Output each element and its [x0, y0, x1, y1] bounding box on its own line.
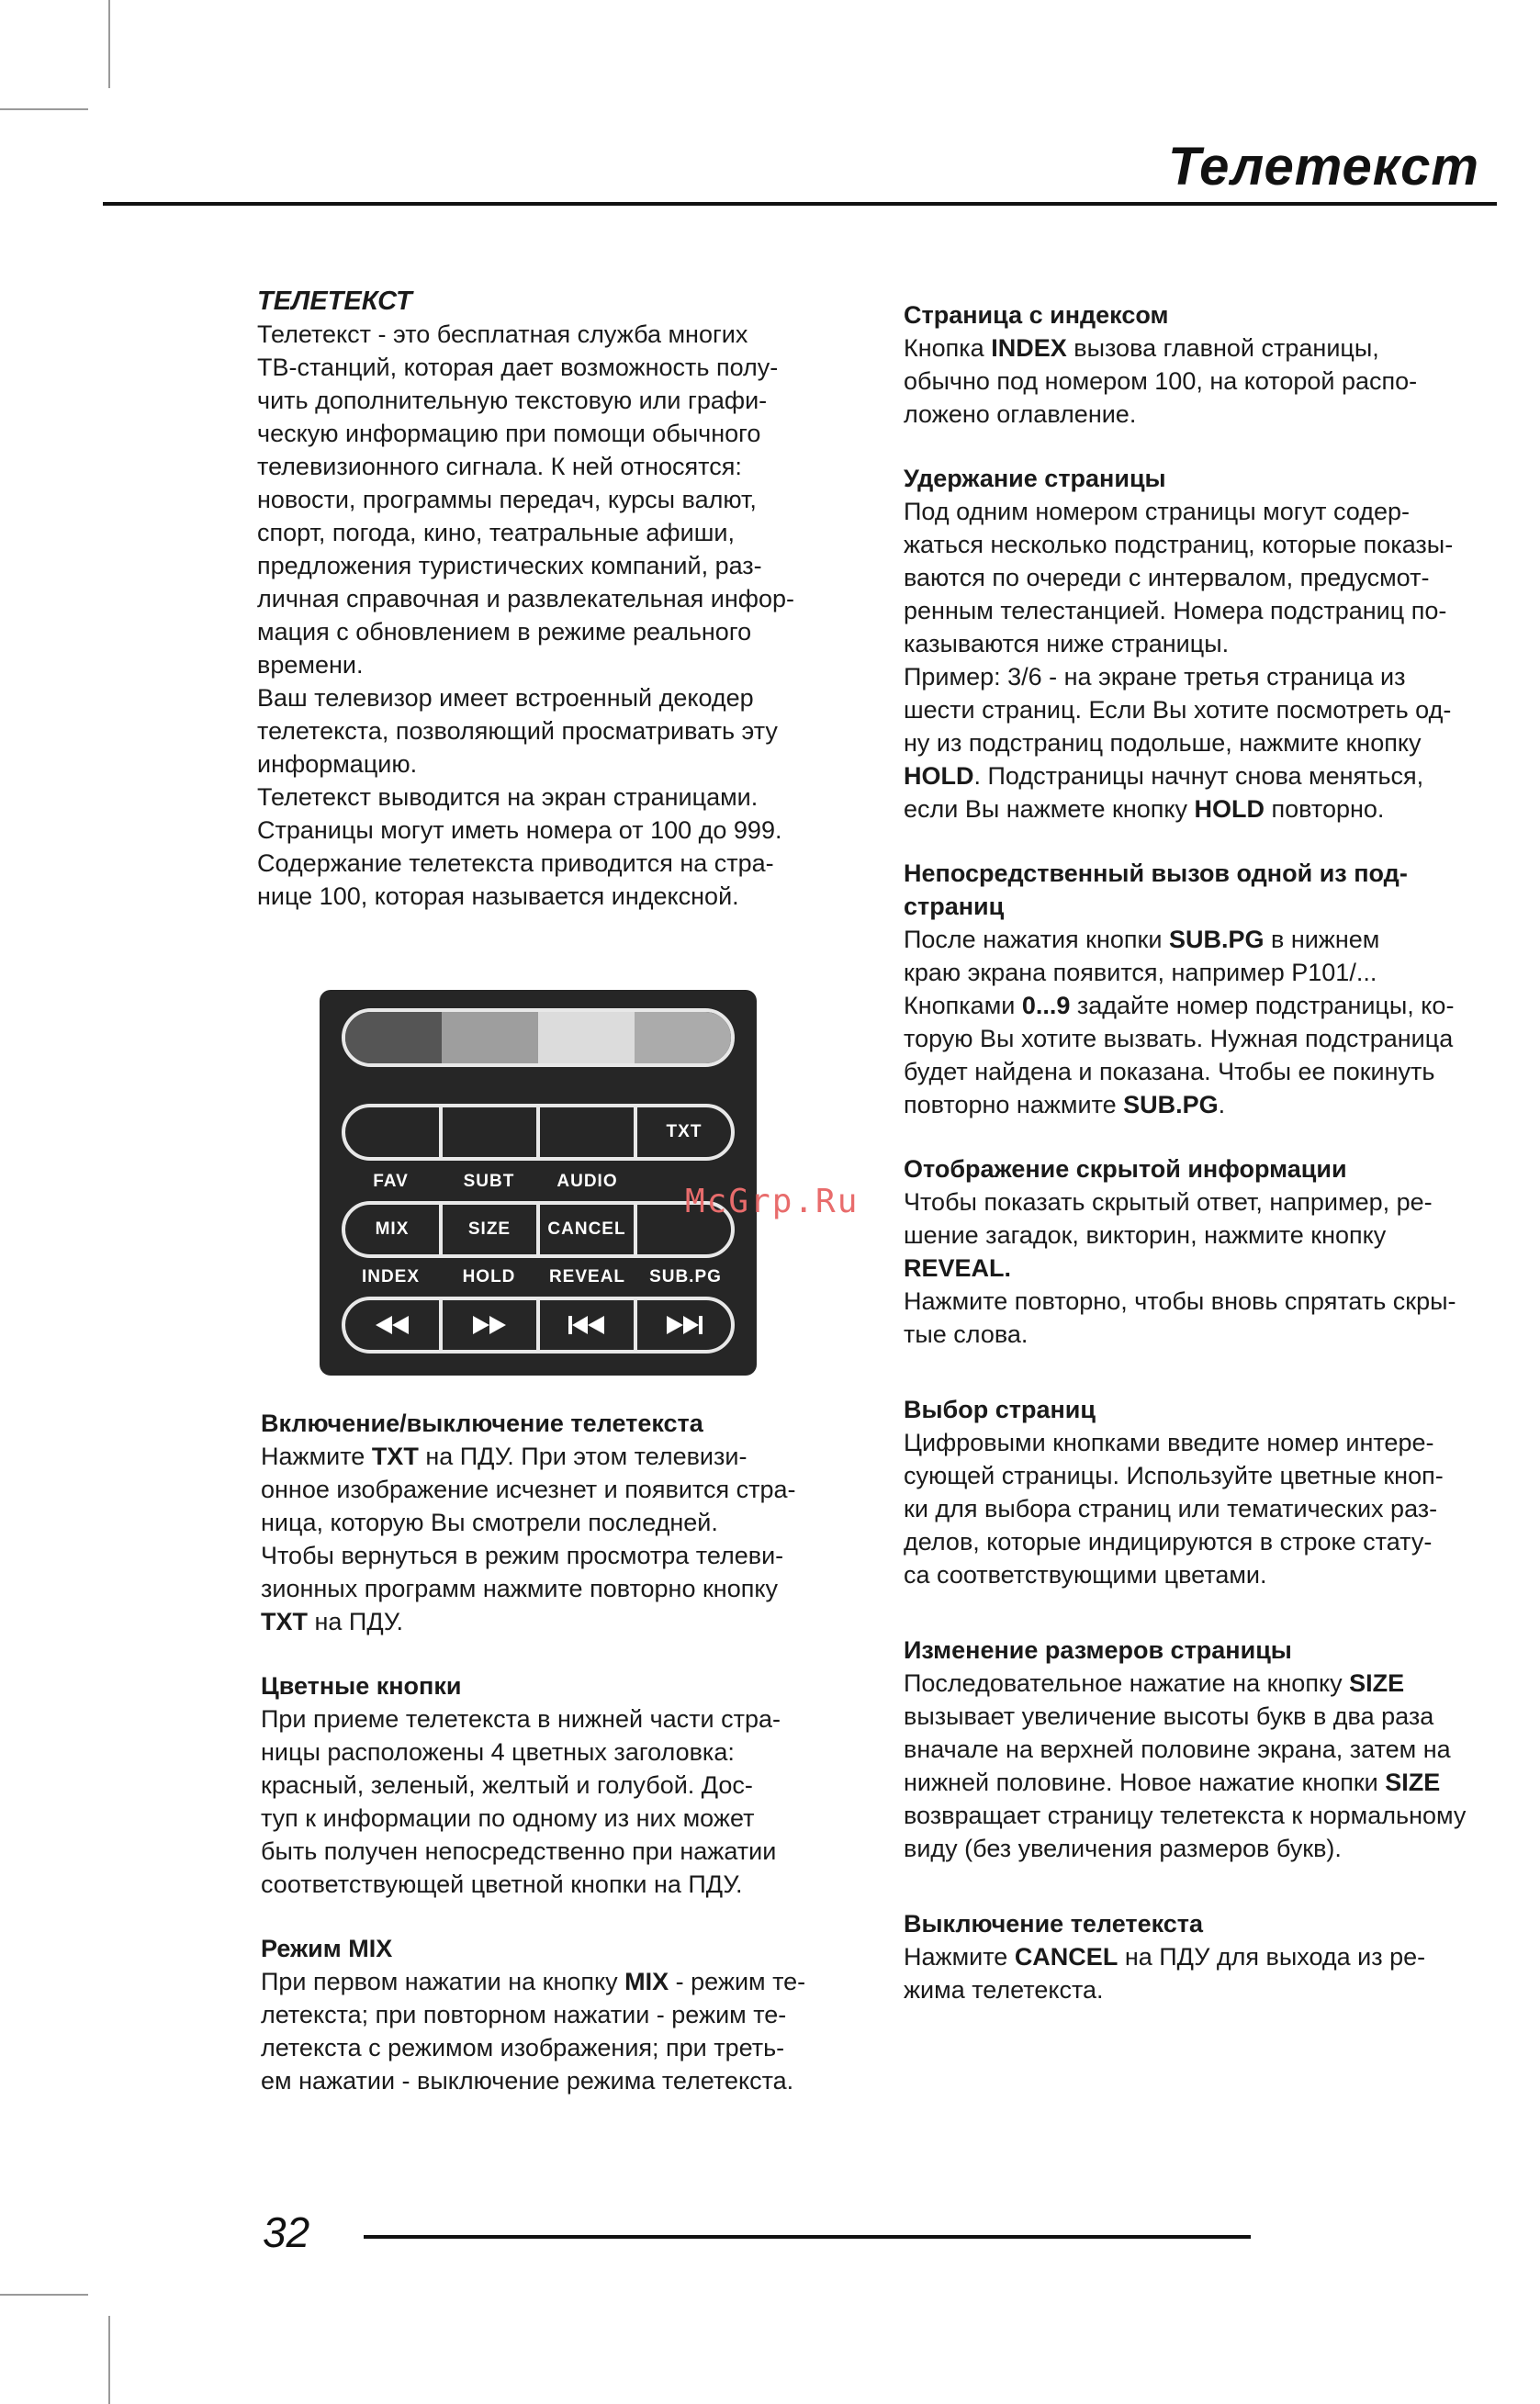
intro-line: мация с обновлением в режиме реального: [257, 618, 752, 646]
hold-line: шести страниц. Если Вы хотите посмотреть од-: [904, 696, 1452, 724]
select-heading: Выбор страниц: [904, 1396, 1096, 1423]
text-run: вызова главной страницы,: [1066, 334, 1379, 362]
reveal-label: REVEAL: [548, 1267, 626, 1286]
digits-key: 0...9: [1021, 992, 1071, 1019]
onoff-heading: Включение/выключение телетекста: [261, 1410, 703, 1437]
fast-forward-icon: [471, 1314, 508, 1336]
cancel-line: [904, 1940, 1537, 1973]
rewind-icon: [374, 1314, 410, 1336]
text-run: на ПДУ.: [308, 1608, 403, 1635]
mix-heading: Режим MIX: [261, 1935, 393, 1962]
subpage-line: [904, 989, 1537, 1022]
text-run: на ПДУ. При этом телевизи-: [418, 1443, 748, 1470]
onoff-line: ница, которую Вы смотрели последней.: [261, 1509, 718, 1536]
remote-row-2: [342, 1201, 735, 1258]
watermark-text: McGrp.Ru: [685, 1183, 860, 1220]
color-line: ницы расположены 4 цветных заголовка:: [261, 1738, 735, 1766]
txt-key: TXT: [371, 1443, 419, 1470]
intro-line: Содержание телетекста приводится на стра-: [257, 849, 774, 877]
select-line: делов, которые индицируются в строке стату-: [904, 1528, 1433, 1556]
hold-line: ну из подстраниц подольше, нажмите кнопку: [904, 729, 1422, 757]
select-line: ки для выбора страниц или тематических раз-: [904, 1495, 1438, 1522]
size-line: виду (без увеличения размеров букв).: [904, 1835, 1342, 1862]
reveal-line: Чтобы показать скрытый ответ, например, ре-: [904, 1188, 1433, 1216]
index-label: INDEX: [361, 1267, 421, 1286]
subt-label: SUBT: [463, 1172, 515, 1191]
intro-line: Страницы могут иметь номера от 100 до 999.: [257, 816, 782, 844]
intro-line: чить дополнительную текстовую или графи-: [257, 387, 768, 414]
subpg-label: SUB.PG: [649, 1267, 722, 1286]
fav-label: FAV: [373, 1172, 409, 1191]
hold-line: ваются по очереди с интервалом, предусмот-: [904, 564, 1430, 591]
subpage-line: [904, 923, 1537, 956]
intro-line: ТВ-станций, которая дает возможность полу-: [257, 354, 779, 381]
footer-rule: [364, 2235, 1251, 2239]
select-line: са соответствующими цветами.: [904, 1561, 1267, 1589]
hold-key: HOLD: [1194, 795, 1265, 823]
reveal-button[interactable]: [536, 1300, 634, 1350]
text-run: повторно нажмите: [904, 1091, 1124, 1118]
color-line: красный, зеленый, желтый и голубой. Дос-: [261, 1771, 753, 1799]
color-line: соответствующей цветной кнопки на ПДУ.: [261, 1870, 743, 1898]
size-heading: Изменение размеров страницы: [904, 1636, 1292, 1664]
skip-previous-icon: [567, 1314, 607, 1336]
onoff-line: зионных программ нажмите повторно кнопку: [261, 1575, 778, 1602]
mix-line: [261, 1965, 867, 1998]
intro-line: Ваш телевизор имеет встроенный декодер: [257, 684, 754, 712]
reveal-heading: Отображение скрытой информации: [904, 1155, 1347, 1183]
index-line: обычно под номером 100, на которой распо-: [904, 367, 1418, 395]
cancel-button[interactable]: CANCEL: [536, 1205, 634, 1254]
txt-key: TXT: [261, 1608, 308, 1635]
remote-row-3: [342, 1297, 735, 1354]
onoff-line: Чтобы вернуться в режим просмотра телеви-: [261, 1542, 784, 1569]
hold-line: [904, 759, 1537, 792]
color-buttons-heading: Цветные кнопки: [261, 1672, 462, 1700]
hold-button[interactable]: [439, 1300, 536, 1350]
subpage-line: будет найдена и показана. Чтобы ее покинуть: [904, 1058, 1435, 1085]
audio-label: AUDIO: [556, 1172, 618, 1191]
size-key: SIZE: [1349, 1669, 1405, 1697]
size-line: возвращает страницу телетекста к нормальному: [904, 1802, 1467, 1829]
text-run: на ПДУ для выхода из ре-: [1118, 1943, 1426, 1971]
text-run: Нажмите: [261, 1443, 372, 1470]
onoff-line: онное изображение исчезнет и появится стра-: [261, 1476, 796, 1503]
text-run: . Подстраницы начнут снова меняться,: [973, 762, 1424, 790]
text-run: если Вы нажмете кнопку: [904, 795, 1195, 823]
intro-line: нице 100, которая называется индексной.: [257, 882, 739, 910]
intro-line: Телетекст - это бесплатная служба многих: [257, 320, 748, 348]
select-line: сующей страницы. Используйте цветные кноп-: [904, 1462, 1444, 1489]
fav-button[interactable]: [345, 1107, 439, 1157]
mix-line: ем нажатии - выключение режима телетекста.: [261, 2067, 794, 2095]
text-run: повторно.: [1265, 795, 1385, 823]
intro-line: ческую информацию при помощи обычного: [257, 420, 761, 447]
size-line: вызывает увеличение высоты букв в два раза: [904, 1702, 1434, 1730]
red-button[interactable]: [345, 1012, 442, 1063]
left-intro-column: [257, 285, 863, 913]
index-key: INDEX: [991, 334, 1067, 362]
hold-line: Пример: 3/6 - на экране третья страница из: [904, 663, 1406, 691]
page-number: 32: [263, 2208, 310, 2256]
remote-labels-1: [342, 1172, 735, 1192]
mix-line: летекста с режимом изображения; при треть-: [261, 2034, 785, 2061]
mix-button[interactable]: MIX: [375, 1219, 410, 1239]
text-run: Кнопка: [904, 334, 992, 362]
text-run: При первом нажатии на кнопку: [261, 1968, 625, 1995]
text-run: нижней половине. Новое нажатие кнопки: [904, 1769, 1386, 1796]
hold-label: HOLD: [462, 1267, 516, 1286]
select-line: Цифровыми кнопками введите номер интере-: [904, 1429, 1434, 1456]
header-rule: [103, 202, 1497, 206]
text-run: После нажатия кнопки: [904, 926, 1169, 953]
mix-key: MIX: [624, 1968, 669, 1995]
page-header-title: Телетекст: [1167, 137, 1479, 197]
cancel-line: жима телетекста.: [904, 1976, 1104, 2004]
onoff-line: [261, 1605, 867, 1638]
size-button[interactable]: SIZE: [439, 1205, 536, 1254]
subpg-button[interactable]: [634, 1300, 731, 1350]
text-run: в нижнем: [1264, 926, 1380, 953]
crop-mark-bottom-vertical: [108, 2316, 110, 2404]
subpage-heading-cont: страниц: [904, 893, 1005, 920]
crop-mark-bottom-horizontal: [0, 2294, 88, 2296]
color-line: быть получен непосредственно при нажатии: [261, 1837, 777, 1865]
subt-button[interactable]: [439, 1107, 536, 1157]
subpage-heading: Непосредственный вызов одной из под-: [904, 859, 1408, 887]
hold-line: жаться несколько подстраниц, которые показы-: [904, 531, 1454, 558]
intro-line: Телетекст выводится на экран страницами.: [257, 783, 759, 811]
yellow-button[interactable]: [538, 1012, 635, 1063]
blue-button[interactable]: [635, 1012, 731, 1063]
remote-row-1: [342, 1104, 735, 1161]
crop-mark-top-horizontal: [0, 108, 88, 110]
subpage-line: краю экрана появится, например P101/...: [904, 959, 1377, 986]
section-title-teletext: ТЕЛЕТЕКСТ: [257, 286, 412, 316]
remote-labels-2: [342, 1267, 735, 1287]
size-line: вначале на верхней половине экрана, затем на: [904, 1736, 1451, 1763]
reveal-line: шение загадок, викторин, нажмите кнопку: [904, 1221, 1387, 1249]
intro-line: предложения туристических компаний, раз-: [257, 552, 762, 579]
intro-line: телевизионного сигнала. К ней относятся:: [257, 453, 742, 480]
text-run: Последовательное нажатие на кнопку: [904, 1669, 1350, 1697]
index-line: [904, 331, 1537, 365]
size-line: [904, 1766, 1537, 1799]
index-button[interactable]: [345, 1300, 439, 1350]
crop-mark-top-vertical: [108, 0, 110, 88]
intro-line: информацию.: [257, 750, 418, 778]
text-run: - режим те-: [669, 1968, 806, 1995]
color-line: При приеме телетекста в нижней части стра-: [261, 1705, 781, 1733]
intro-line: новости, программы передач, курсы валют,: [257, 486, 757, 513]
subpage-line: [904, 1088, 1537, 1121]
green-button[interactable]: [442, 1012, 538, 1063]
hold-line: [904, 792, 1537, 826]
intro-line: спорт, погода, кино, театральные афиши,: [257, 519, 735, 546]
size-key: SIZE: [1385, 1769, 1441, 1796]
hold-heading: Удержание страницы: [904, 465, 1166, 492]
subpage-line: торую Вы хотите вызвать. Нужная подстраница: [904, 1025, 1454, 1052]
hold-line: казываются ниже страницы.: [904, 630, 1230, 657]
onoff-line: [261, 1440, 867, 1473]
hold-key: HOLD: [904, 762, 974, 790]
size-line: [904, 1667, 1537, 1700]
hold-line: Под одним номером страницы могут содер-: [904, 498, 1410, 525]
cancel-heading: Выключение телетекста: [904, 1910, 1204, 1938]
subpg-key: SUB.PG: [1168, 926, 1265, 953]
text-run: .: [1218, 1091, 1226, 1118]
subpg-key: SUB.PG: [1123, 1091, 1219, 1118]
left-lower-column: [261, 1407, 867, 2097]
hold-line: ренным телестанцией. Номера подстраниц по-: [904, 597, 1447, 624]
reveal-key: REVEAL.: [904, 1254, 1012, 1282]
reveal-line: тые слова.: [904, 1320, 1029, 1348]
audio-button[interactable]: [536, 1107, 634, 1157]
mix-line: летекста; при повторном нажатии - режим те-: [261, 2001, 787, 2028]
intro-line: телетекста, позволяющий просматривать эту: [257, 717, 778, 745]
color-line: туп к информации по одному из них может: [261, 1804, 755, 1832]
intro-line: времени.: [257, 651, 364, 679]
text-run: задайте номер подстраницы, ко-: [1070, 992, 1455, 1019]
index-line: ложено оглавление.: [904, 400, 1137, 428]
text-run: Нажмите: [904, 1943, 1015, 1971]
skip-next-icon: [664, 1314, 704, 1336]
text-run: Кнопками: [904, 992, 1022, 1019]
color-buttons-bar: [342, 1008, 735, 1067]
reveal-line: Нажмите повторно, чтобы вновь спрятать скры-: [904, 1287, 1456, 1315]
index-heading: Страница с индексом: [904, 301, 1169, 329]
txt-button[interactable]: TXT: [634, 1107, 731, 1157]
cancel-key: CANCEL: [1014, 1943, 1118, 1971]
right-column: [904, 298, 1537, 2006]
intro-line: личная справочная и развлекательная инфор-: [257, 585, 794, 612]
